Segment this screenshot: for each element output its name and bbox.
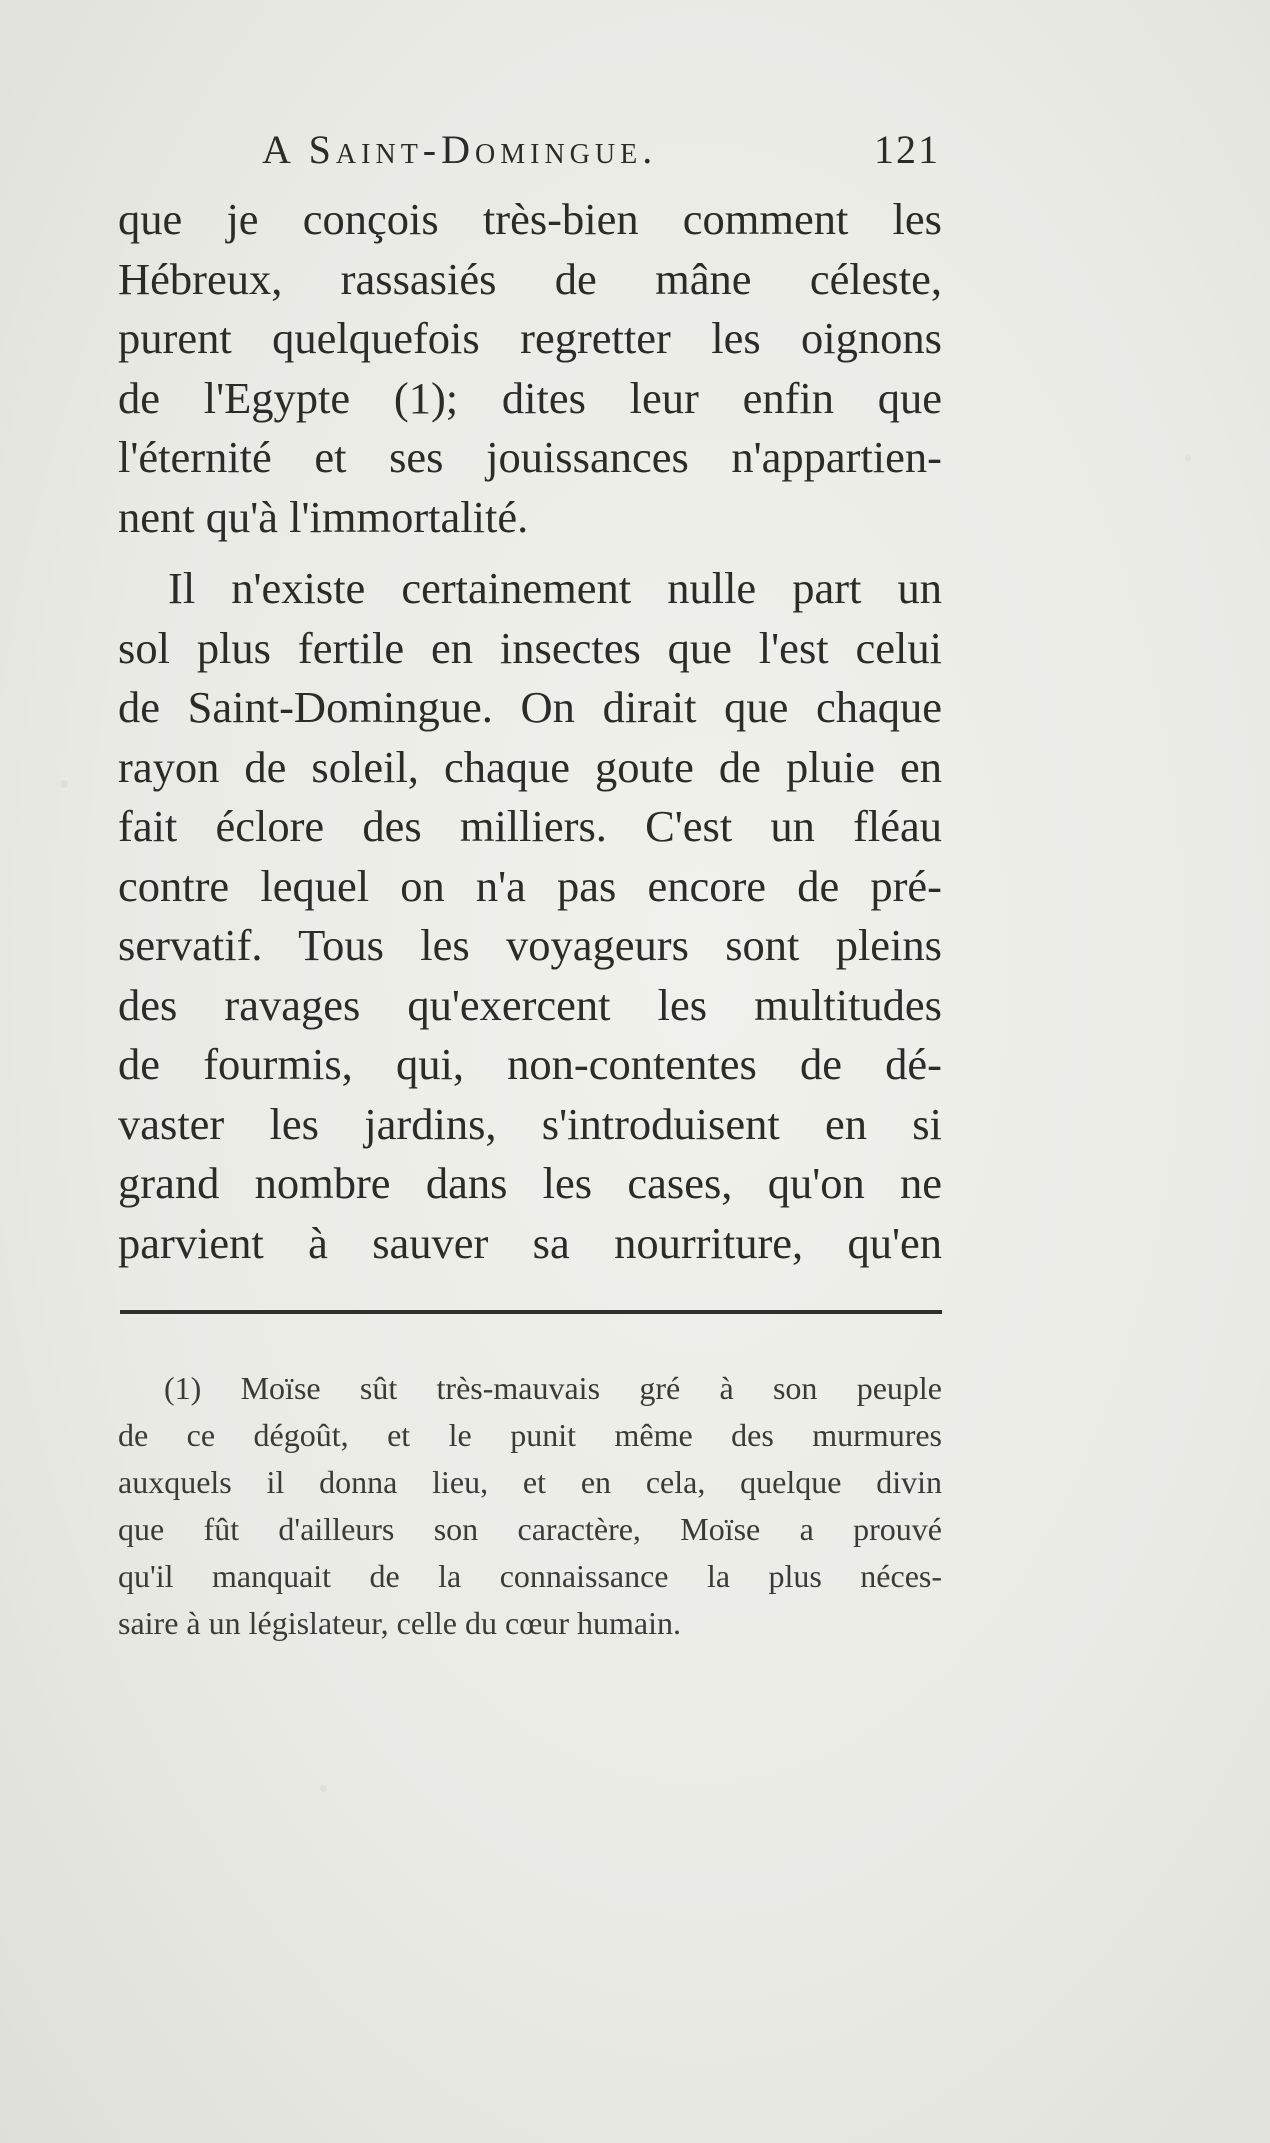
footnote-line: auxquels il donna lieu, et en cela, quelque divin (118, 1464, 942, 1500)
page-number: 121 (874, 127, 940, 172)
footnote-rule (120, 1310, 942, 1314)
text-line: vaster les jardins, s'introduisent en si (118, 1098, 942, 1149)
footnote-line: (1) Moïse sût très-mauvais gré à son peuple (164, 1370, 942, 1406)
text-line: contre lequel on n'a pas encore de pré- (118, 860, 942, 911)
text-line: de l'Egypte (1); dites leur enfin que (118, 372, 942, 423)
paragraph (118, 190, 942, 547)
paragraph (118, 559, 942, 1273)
text-line: l'éternité et ses jouissances n'appartien- (118, 432, 942, 482)
paper-speck (320, 1785, 327, 1792)
footnote-line: qu'il manquait de la connaissance la plus néces- (118, 1558, 942, 1594)
running-head (250, 126, 950, 186)
body-text (118, 190, 942, 1273)
text-line: grand nombre dans les cases, qu'on ne (118, 1158, 942, 1208)
text-line: des ravages qu'exercent les multitudes (118, 979, 942, 1030)
text-line: rayon de soleil, chaque goute de pluie en (118, 741, 942, 792)
running-title: A Saint-Domingue. (262, 127, 658, 172)
paper-speck (1185, 455, 1191, 461)
text-line: sol plus fertile en insectes que l'est celui (118, 622, 942, 673)
footnote-line: de ce dégoût, et le punit même des murmures (118, 1417, 942, 1453)
text-line: parvient à sauver sa nourriture, qu'en (118, 1217, 942, 1268)
footnote-line: que fût d'ailleurs son caractère, Moïse a prouvé (118, 1511, 942, 1547)
text-line: fait éclore des milliers. C'est un fléau (118, 801, 942, 851)
paragraph-spacer (118, 547, 942, 559)
text-line: de fourmis, qui, non-contentes de dé- (118, 1039, 942, 1089)
text-line: Il n'existe certainement nulle part un (168, 563, 942, 613)
text-line: purent quelquefois regretter les oignons (118, 313, 942, 363)
text-line: servatif. Tous les voyageurs sont pleins (118, 920, 942, 970)
text-line: Hébreux, rassasiés de mâne céleste, (118, 253, 942, 304)
footnote (118, 1365, 942, 1647)
footnote-line: saire à un législateur, celle du cœur humain. (118, 1605, 681, 1641)
paper-speck (60, 780, 68, 788)
text-line: nent qu'à l'immortalité. (118, 491, 529, 542)
text-line: que je conçois très-bien comment les (118, 194, 942, 244)
text-line: de Saint-Domingue. On dirait que chaque (118, 682, 942, 732)
